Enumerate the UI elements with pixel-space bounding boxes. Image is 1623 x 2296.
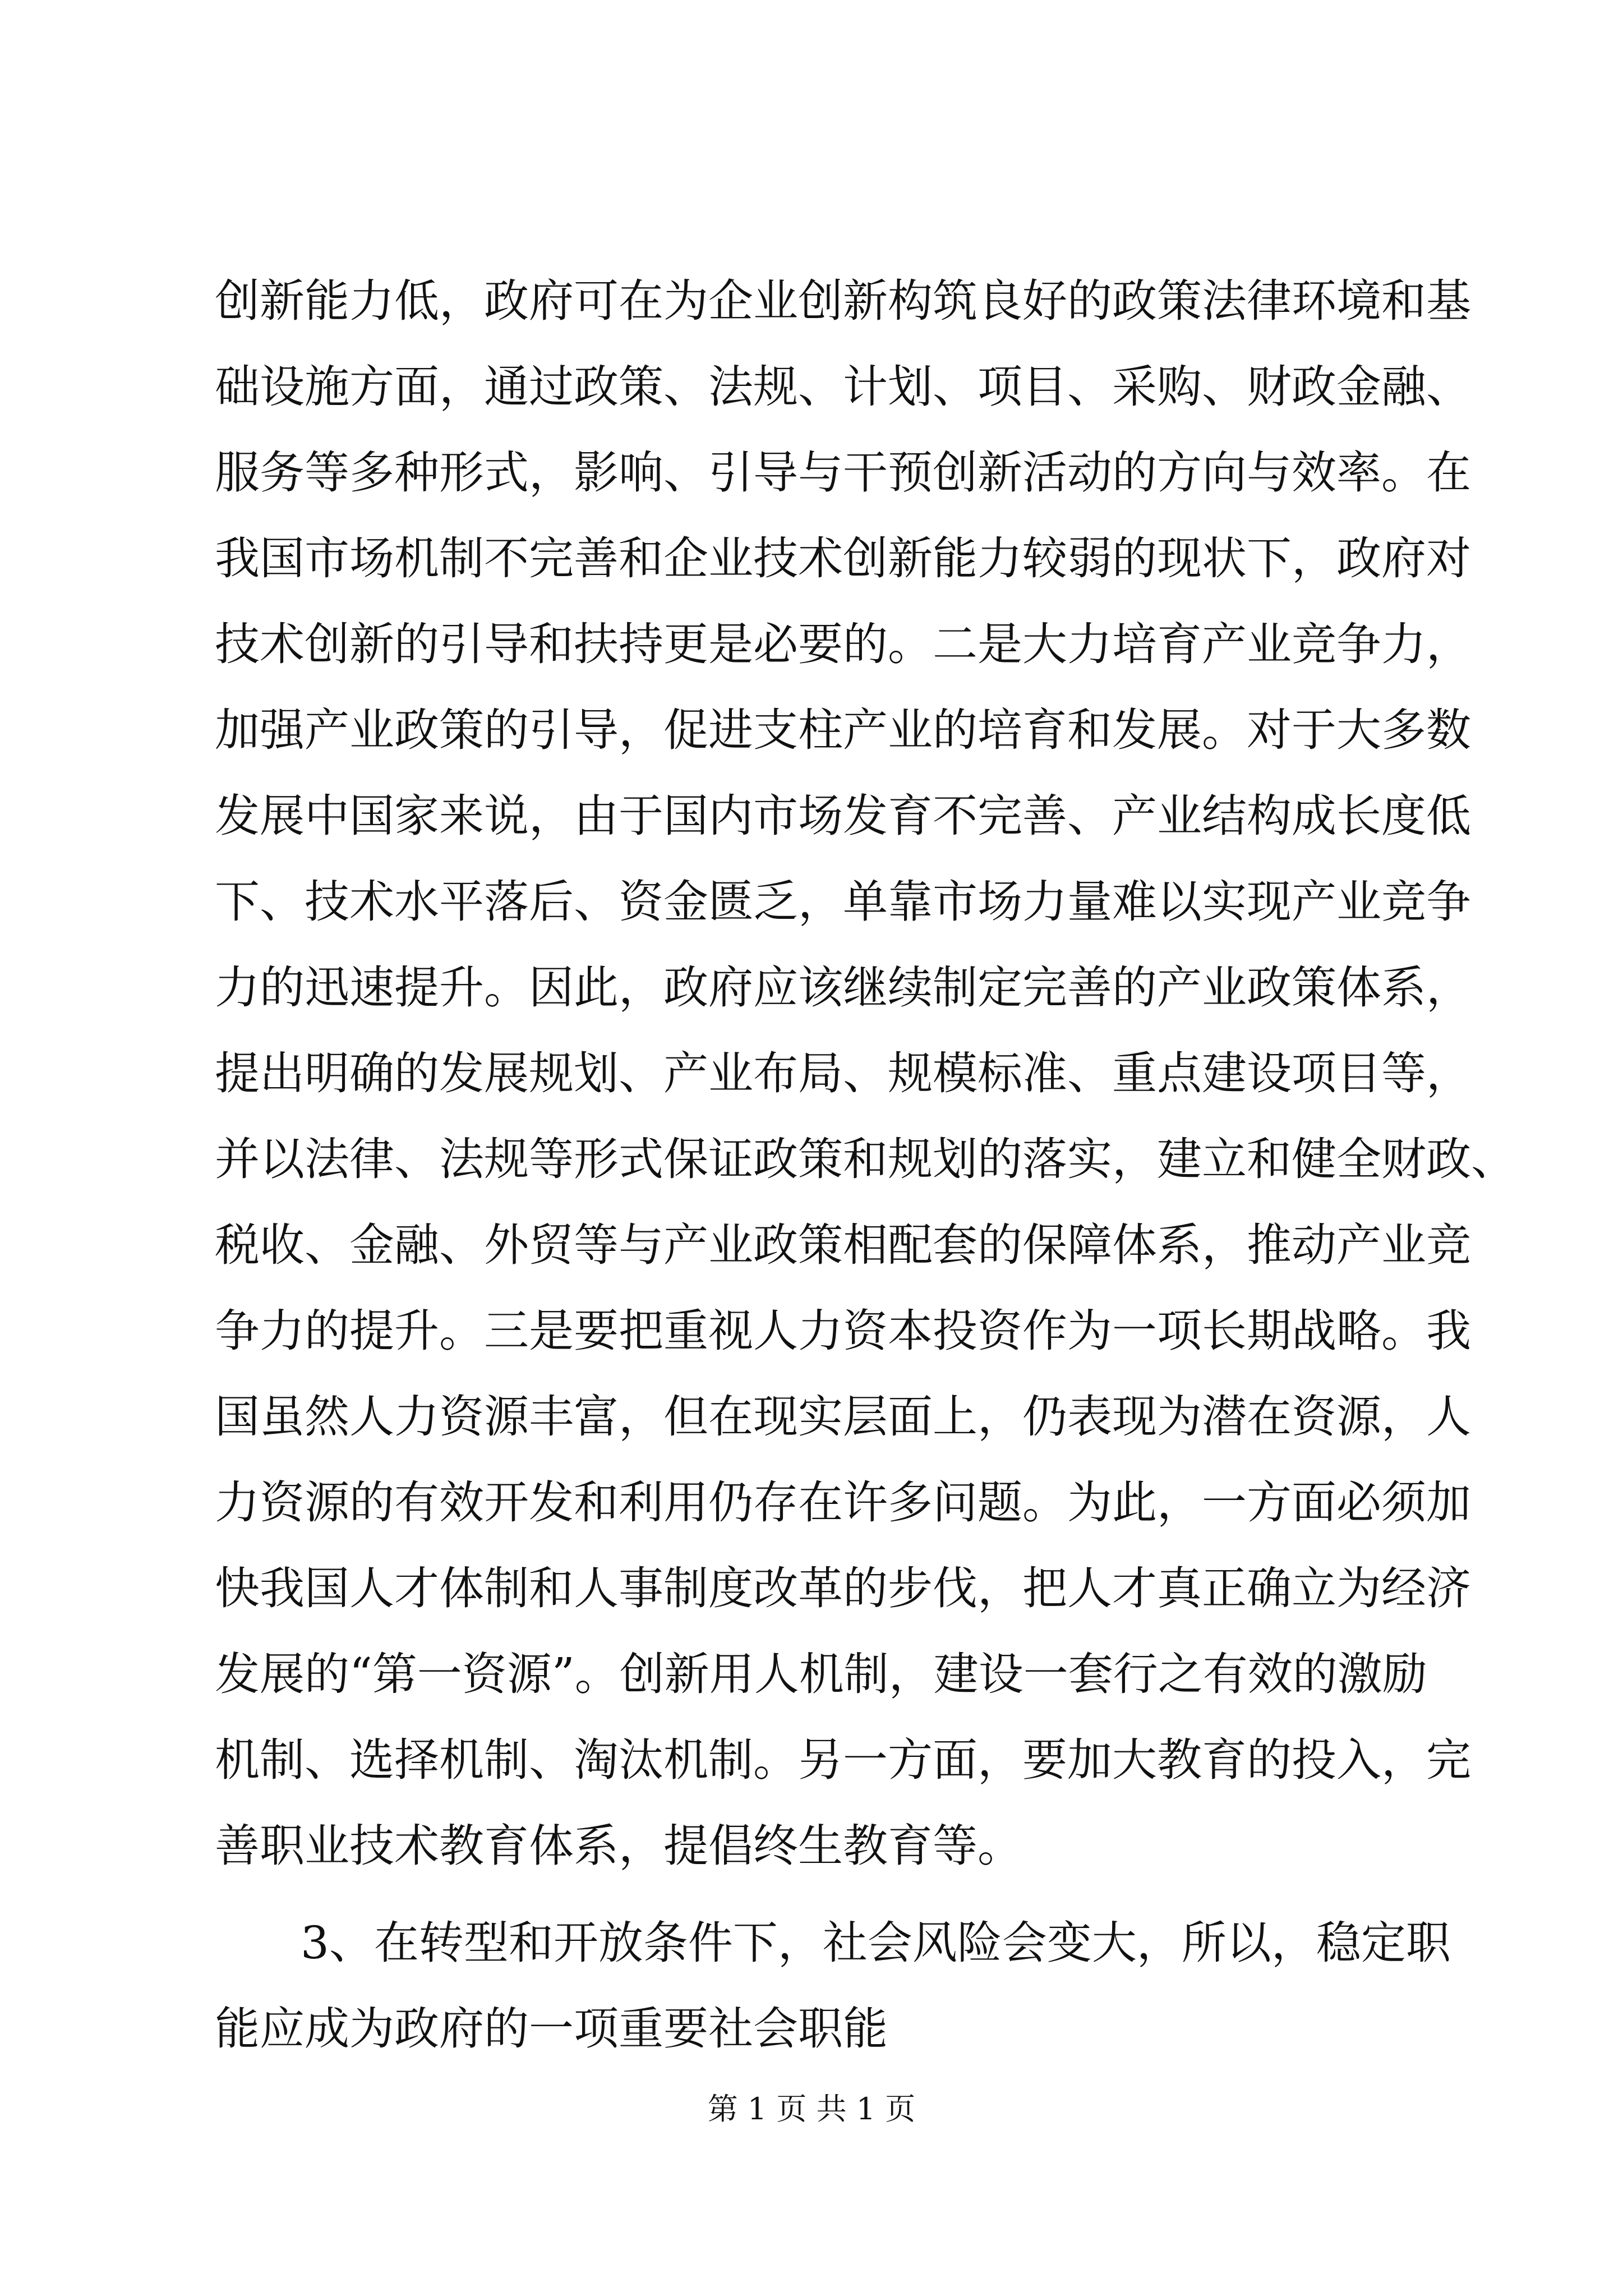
text-line: 并以法律、法规等形式保证政策和规划的落实，建立和健全财政、 xyxy=(215,1133,1516,1185)
text-line: 3、在转型和开放条件下，社会风险会变大，所以，稳定职 xyxy=(301,1917,1451,1969)
text-line: 能应成为政府的一项重要社会职能 xyxy=(215,2003,888,2055)
text-line: 我国市场机制不完善和企业技术创新能力较弱的现状下，政府对 xyxy=(215,532,1471,585)
text-line: 础设施方面，通过政策、法规、计划、项目、采购、财政金融、 xyxy=(215,361,1471,413)
text-line: 发展的“第一资源”。创新用人机制，建设一套行之有效的激励 xyxy=(215,1648,1427,1700)
paragraph-1 xyxy=(215,258,1516,1889)
text-line: 快我国人才体制和人事制度改革的步伐，把人才真正确立为经济 xyxy=(215,1562,1471,1614)
paragraph-2 xyxy=(215,1900,1451,2072)
text-line: 加强产业政策的引导，促进支柱产业的培育和发展。对于大多数 xyxy=(215,704,1471,756)
text-line: 力的迅速提升。因此，政府应该继续制定完善的产业政策体系， xyxy=(215,961,1471,1014)
text-line: 提出明确的发展规划、产业布局、规模标准、重点建设项目等， xyxy=(215,1047,1471,1099)
text-line: 下、技术水平落后、资金匮乏，单靠市场力量难以实现产业竞争 xyxy=(215,876,1471,928)
text-line: 力资源的有效开发和利用仍存在许多问题。为此，一方面必须加 xyxy=(215,1476,1471,1529)
text-line: 创新能力低，政府可在为企业创新构筑良好的政策法律环境和基 xyxy=(215,275,1471,327)
text-line: 国虽然人力资源丰富，但在现实层面上，仍表现为潜在资源，人 xyxy=(215,1391,1471,1443)
text-line: 技术创新的引导和扶持更是必要的。二是大力培育产业竞争力， xyxy=(215,618,1471,670)
text-line: 机制、选择机制、淘汰机制。另一方面，要加大教育的投入，完 xyxy=(215,1734,1471,1786)
text-line: 争力的提升。三是要把重视人力资本投资作为一项长期战略。我 xyxy=(215,1305,1471,1357)
paragraph-spacer xyxy=(215,1889,1409,1900)
page-footer: 第 1 页 共 1 页 xyxy=(707,2091,916,2127)
text-line: 服务等多种形式，影响、引导与干预创新活动的方向与效率。在 xyxy=(215,447,1471,499)
text-line: 税收、金融、外贸等与产业政策相配套的保障体系，推动产业竞 xyxy=(215,1219,1471,1271)
text-line: 善职业技术教育体系，提倡终生教育等。 xyxy=(215,1820,1022,1872)
document-body xyxy=(215,258,1516,2072)
text-line: 发展中国家来说，由于国内市场发育不完善、产业结构成长度低 xyxy=(215,790,1471,842)
